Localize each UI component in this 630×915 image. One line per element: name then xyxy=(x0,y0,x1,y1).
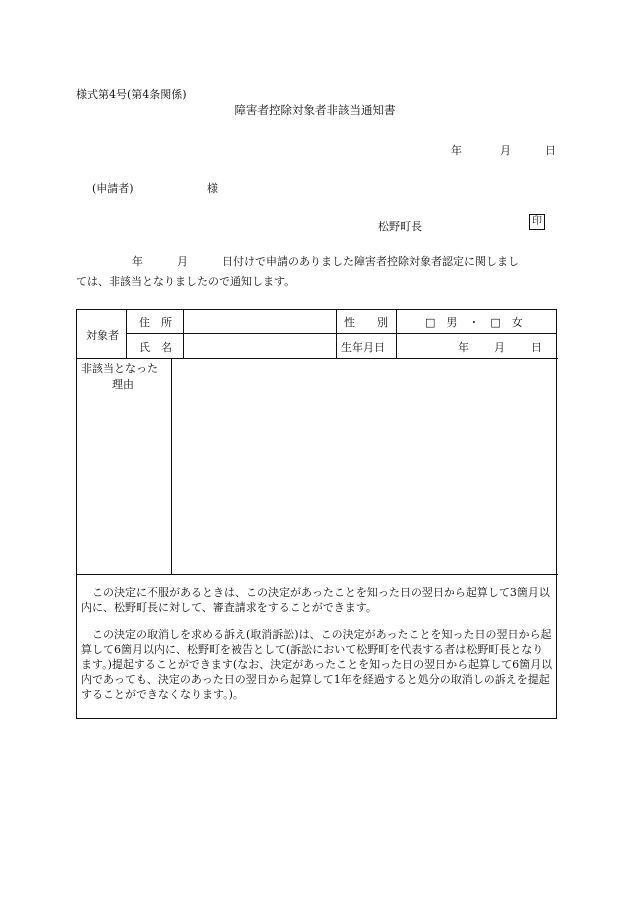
birth-month: 月 xyxy=(494,341,505,354)
issuer-name: 松野町長 xyxy=(378,220,422,233)
date-year: 年 xyxy=(451,144,462,157)
intro-month: 月 xyxy=(177,255,188,268)
birth-day: 日 xyxy=(531,341,542,354)
name-field[interactable] xyxy=(184,335,335,357)
appeal-notice xyxy=(81,585,553,714)
sex-options[interactable]: □ 男 ・ □ 女 xyxy=(425,316,523,329)
issue-date xyxy=(0,142,630,158)
document-title: 障害者控除対象者非該当通知書 xyxy=(234,103,396,117)
reason-field[interactable] xyxy=(173,360,557,573)
appeal-notice-para1: この決定に不服があるときは、この決定があったことを知った日の翌日から起算して3箇月以内に、松野町長に対して、審査請求をすることができます。 xyxy=(81,586,550,614)
subject-label: 対象者 xyxy=(86,329,119,342)
birth-label: 生年月日 xyxy=(341,341,385,354)
seal-mark: 印 xyxy=(529,214,545,230)
sex-label: 性 別 xyxy=(344,316,388,329)
form-number: 様式第4号(第4条関係) xyxy=(76,88,187,101)
address-label: 住 所 xyxy=(139,316,172,329)
appeal-notice-para2: この決定の取消しを求める訴え(取消訴訟)は、この決定があったことを知った日の翌日から起算して6箇月以内に、松野町を被告として(訴訟において松野町を代表する者は松野町長となります。)提起することができます(なお、決定があったことを知った日の翌日から起算して6箇月以内であっても、決定のあった日の翌日から起算して1年を経過すると処分の取消しの訴えを提起することができなくなります。)。 xyxy=(81,628,553,701)
date-month: 月 xyxy=(500,144,511,157)
intro-line1: 日付けで申請のありました障害者控除対象者認定に関しまし xyxy=(222,255,519,268)
reason-label-line1: 非該当となった xyxy=(81,362,158,375)
birth-year: 年 xyxy=(458,341,469,354)
intro-line2: ては、非該当となりましたので通知します。 xyxy=(76,275,296,288)
applicant-honorific: 様 xyxy=(207,182,218,195)
intro-year: 年 xyxy=(132,255,143,268)
reason-label-line2: 理由 xyxy=(112,378,134,391)
intro-text xyxy=(76,252,558,292)
name-label: 氏 名 xyxy=(139,341,172,354)
address-field[interactable] xyxy=(184,311,335,332)
applicant-label: (申請者) xyxy=(92,182,134,195)
date-day: 日 xyxy=(545,144,556,157)
subject-table xyxy=(76,309,557,719)
